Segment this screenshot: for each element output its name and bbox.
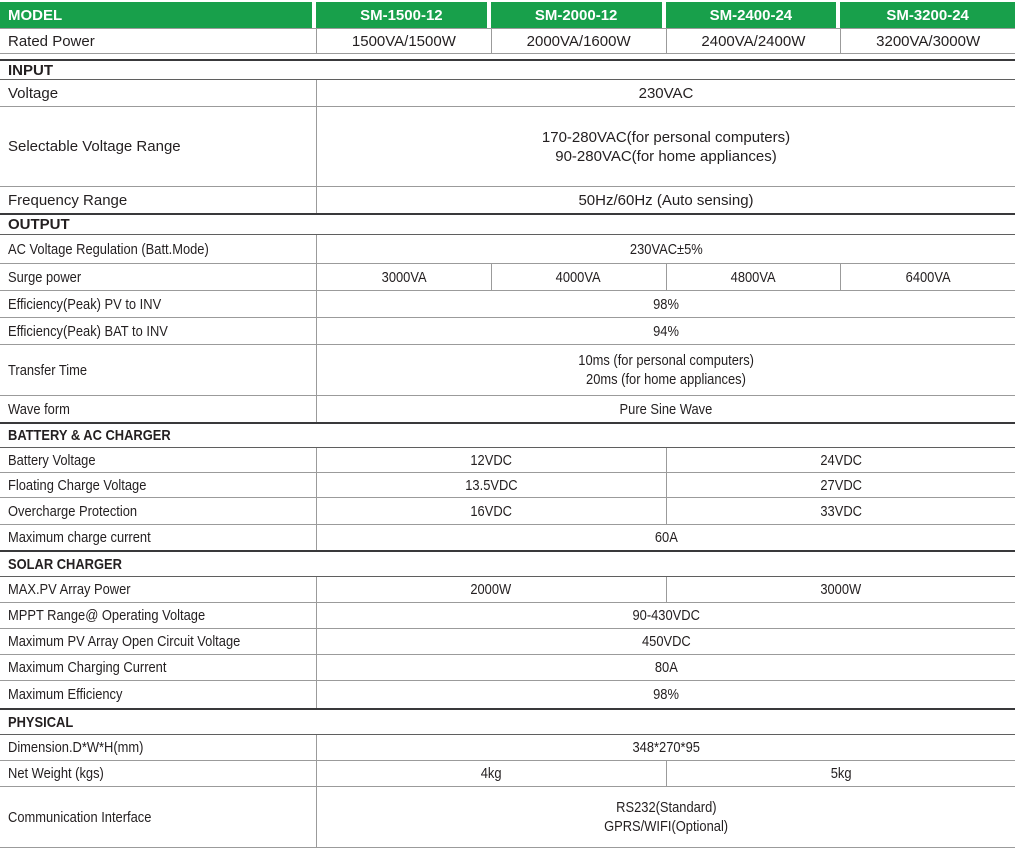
- value-cell: 3000W: [666, 577, 1015, 602]
- row-label: Battery Voltage: [8, 451, 96, 469]
- row-efficiency-bat-to-inv: [0, 318, 1015, 345]
- row-label: Dimension.D*W*H(mm): [8, 739, 144, 756]
- row-dimension: [0, 735, 1015, 761]
- value-cell: 230VAC: [316, 80, 1015, 106]
- section-title-cell: PHYSICAL: [8, 713, 74, 731]
- value-cell: 2000VA/1600W: [491, 29, 666, 53]
- row-floating-charge-voltage: [0, 473, 1015, 498]
- row-label: Frequency Range: [8, 191, 128, 209]
- row-rated-power: [0, 29, 1015, 54]
- value-cell: 50Hz/60Hz (Auto sensing): [316, 187, 1015, 213]
- row-frequency-range: [0, 187, 1015, 213]
- section-title-cell: BATTERY & AC CHARGER: [8, 427, 171, 444]
- row-label: Net Weight (kgs): [8, 765, 104, 782]
- row-label: Maximum PV Array Open Circuit Voltage: [8, 633, 241, 650]
- section-title-cell: OUTPUT: [8, 216, 70, 233]
- row-label: Efficiency(Peak) BAT to INV: [8, 322, 168, 340]
- section-title-solar-charger: [0, 550, 1015, 577]
- value-cell: 60A: [316, 525, 1015, 550]
- row-selectable-voltage-range: [0, 107, 1015, 187]
- value-cell: 4800VA: [666, 264, 841, 290]
- row-label: Rated Power: [8, 32, 95, 50]
- row-label: Surge power: [8, 268, 82, 286]
- row-overcharge-protection: [0, 498, 1015, 525]
- model-header-cell: SM-2000-12: [491, 2, 666, 28]
- model-header-cell: SM-3200-24: [840, 2, 1015, 28]
- value-cell: 13.5VDC: [316, 473, 666, 497]
- value-cell: 10ms (for personal computers) 20ms (for home appliances): [316, 345, 1015, 395]
- model-header-cell: SM-2400-24: [666, 2, 841, 28]
- row-label: Wave form: [8, 400, 70, 418]
- row-maximum-efficiency: [0, 681, 1015, 708]
- model-header-cell: SM-1500-12: [316, 2, 491, 28]
- value-cell: 24VDC: [666, 448, 1015, 472]
- value-cell: 5kg: [666, 761, 1015, 786]
- row-mppt-range: [0, 603, 1015, 629]
- row-max-pv-array-power: [0, 577, 1015, 603]
- model-header-label-cell: [0, 2, 316, 28]
- section-title-battery-ac-charger: [0, 422, 1015, 448]
- row-net-weight: [0, 761, 1015, 787]
- value-cell: 80A: [316, 655, 1015, 680]
- value-cell: 1500VA/1500W: [316, 29, 491, 53]
- section-title-input: [0, 59, 1015, 80]
- row-battery-voltage: [0, 448, 1015, 473]
- value-cell: 2000W: [316, 577, 666, 602]
- row-label: Communication Interface: [8, 808, 152, 826]
- row-efficiency-pv-to-inv: [0, 291, 1015, 318]
- section-title-cell: INPUT: [8, 61, 53, 79]
- row-label: Voltage: [8, 84, 59, 102]
- row-surge-power: [0, 264, 1015, 291]
- row-label: Maximum Efficiency: [8, 686, 123, 703]
- value-cell: 33VDC: [666, 498, 1015, 524]
- value-cell: 170-280VAC(for personal computers) 90-280VAC(for home appliances): [316, 107, 1015, 186]
- row-communication-interface: [0, 787, 1015, 848]
- row-voltage: [0, 80, 1015, 107]
- row-label: Maximum charge current: [8, 529, 151, 546]
- value-cell: Pure Sine Wave: [316, 396, 1015, 422]
- value-cell: 3200VA/3000W: [840, 29, 1015, 53]
- value-cell: 90-430VDC: [316, 603, 1015, 628]
- row-label: Efficiency(Peak) PV to INV: [8, 295, 162, 313]
- value-cell: 12VDC: [316, 448, 666, 472]
- value-cell: 16VDC: [316, 498, 666, 524]
- row-maximum-charging-current: [0, 655, 1015, 681]
- section-title-physical: [0, 708, 1015, 735]
- value-cell: 450VDC: [316, 629, 1015, 654]
- value-cell: 6400VA: [840, 264, 1015, 290]
- row-max-pv-open-circuit-voltage: [0, 629, 1015, 655]
- value-cell: 4kg: [316, 761, 666, 786]
- value-cell: 348*270*95: [316, 735, 1015, 760]
- row-ac-voltage-regulation: [0, 235, 1015, 264]
- value-cell: 2400VA/2400W: [666, 29, 841, 53]
- value-cell: 27VDC: [666, 473, 1015, 497]
- value-cell: 3000VA: [316, 264, 491, 290]
- value-cell: 98%: [316, 291, 1015, 317]
- section-title-cell: SOLAR CHARGER: [8, 555, 122, 573]
- row-wave-form: [0, 396, 1015, 422]
- value-cell: 4000VA: [491, 264, 666, 290]
- row-label: Overcharge Protection: [8, 502, 138, 520]
- value-cell: RS232(Standard) GPRS/WIFI(Optional): [316, 787, 1015, 847]
- row-label: Maximum Charging Current: [8, 659, 167, 676]
- row-label: AC Voltage Regulation (Batt.Mode): [8, 240, 209, 258]
- value-cell: 94%: [316, 318, 1015, 344]
- model-label: MODEL: [8, 6, 63, 24]
- value-cell: 230VAC±5%: [316, 235, 1015, 263]
- row-label: Floating Charge Voltage: [8, 476, 147, 494]
- row-transfer-time: [0, 345, 1015, 396]
- row-maximum-charge-current: [0, 525, 1015, 550]
- row-label: MAX.PV Array Power: [8, 581, 131, 598]
- row-label: MPPT Range@ Operating Voltage: [8, 607, 206, 624]
- model-header-row: [0, 2, 1015, 29]
- value-cell: 98%: [316, 681, 1015, 708]
- row-label: Selectable Voltage Range: [8, 138, 181, 155]
- row-label: Transfer Time: [8, 361, 88, 379]
- section-title-output: [0, 213, 1015, 235]
